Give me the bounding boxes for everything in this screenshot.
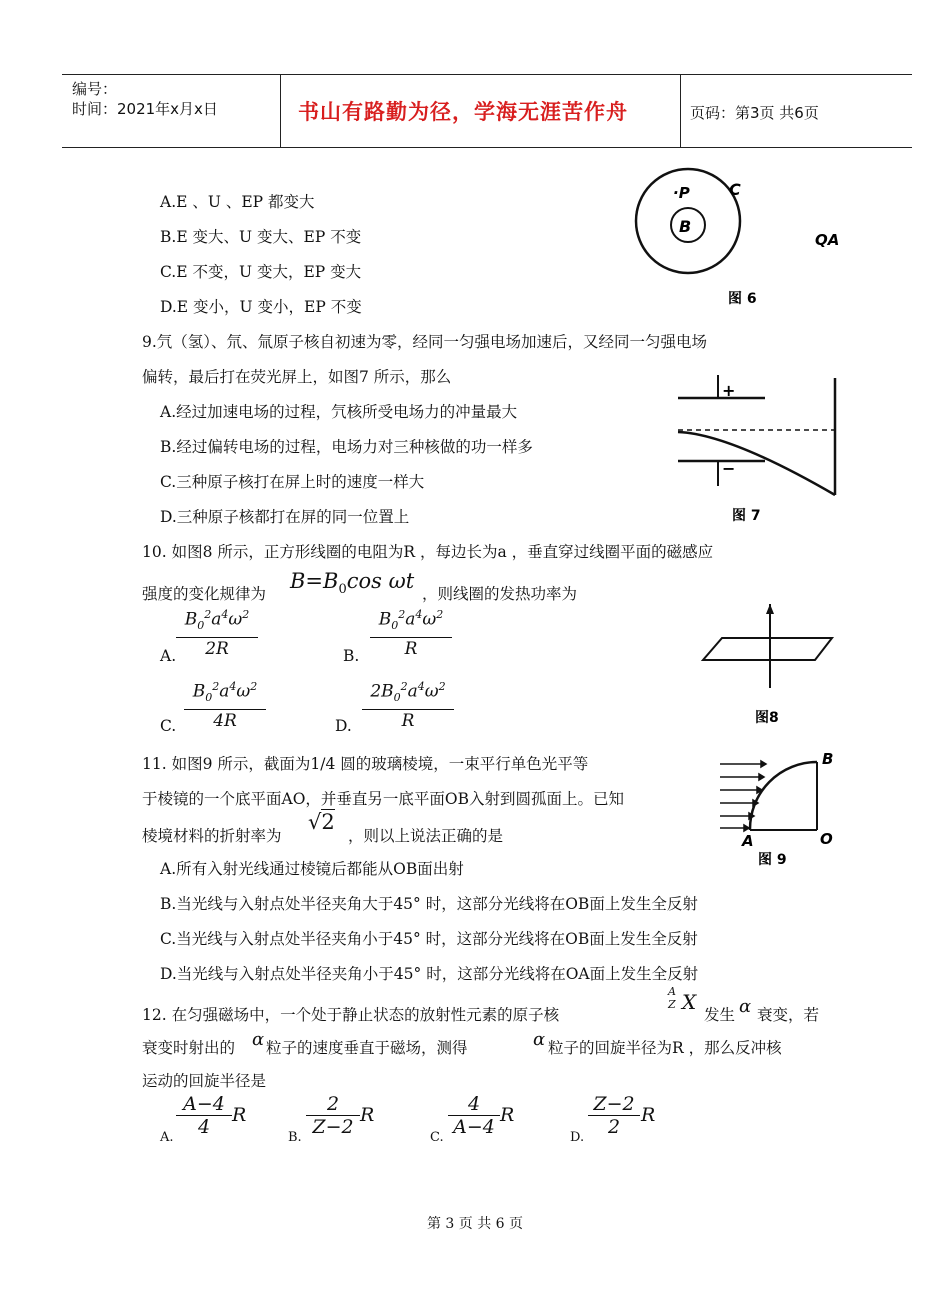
q12-option-a-fraction: $\frac{A-4}{4}$ <box>176 1093 232 1138</box>
q12-line-2c: 粒子的回旋半径为R ，那么反冲核 <box>548 1039 782 1057</box>
fig6-caption: 图 6 <box>728 291 757 307</box>
q12-option-a-label: A. <box>160 1130 174 1145</box>
q11-line-3b: ，则以上说法正确的是 <box>348 827 504 845</box>
q10-option-d-label: D. <box>335 717 352 735</box>
q12-line-1a: 12. 在匀强磁场中，一个处于静止状态的放射性元素的原子核 <box>142 1006 560 1024</box>
q12-alpha-3: α <box>533 1029 546 1050</box>
q9-option-d: D.三种原子核都打在屏的同一位置上 <box>160 508 410 526</box>
fig6-label-qa: QA <box>815 231 840 249</box>
fig6-label-p: ·P <box>673 184 690 202</box>
q12-option-c-r: R <box>500 1104 515 1126</box>
q12-line-2b: 粒子的速度垂直于磁场，测得 <box>266 1039 468 1057</box>
figure-7 <box>670 370 850 530</box>
q8-option-b: B.E 变大、U 变大、EP 不变 <box>160 228 362 246</box>
q8-option-c: C.E 不变，U 变大，EP 变大 <box>160 263 362 281</box>
q12-line-1c: 衰变，若 <box>757 1006 820 1024</box>
q9-line-1: 9.氕（氢）、氘、氚原子核自初速为零，经同一匀强电场加速后，又经同一匀强电场 <box>142 333 708 351</box>
q10-line-1: 10. 如图8 所示，正方形线圈的电阻为R ，每边长为a ，垂直穿过线圈平面的磁感应 <box>142 543 714 561</box>
q12-nucleus-charge: Z <box>668 998 676 1011</box>
q12-alpha-2: α <box>252 1029 265 1050</box>
fig8-caption: 图8 <box>755 710 779 726</box>
q12-option-b-label: B. <box>288 1130 302 1145</box>
q10-line-2a: 强度的变化规律为 <box>142 585 267 603</box>
q10-option-d-fraction: $\frac{2B_0^2a^4\omega^2}{R}$ <box>362 676 454 732</box>
time-label: 时间：2021年x月x日 <box>72 100 218 118</box>
fig9-caption: 图 9 <box>758 852 787 868</box>
q11-line-3a: 棱境材料的折射率为 <box>142 827 282 845</box>
q10-line-2b: ，则线圈的发热功率为 <box>422 585 578 603</box>
q9-option-b: B.经过偏转电场的过程，电场力对三种核做的功一样多 <box>160 438 533 456</box>
q12-option-d-fraction: $\frac{Z-2}{2}$ <box>588 1093 640 1138</box>
q11-option-d: D.当光线与入射点处半径夹角小于45° 时，这部分光线将在OA面上发生全反射 <box>160 965 699 983</box>
q8-option-d: D.E 变小，U 变小，EP 不变 <box>160 298 362 316</box>
q12-option-a-r: R <box>232 1104 247 1126</box>
q11-option-c: C.当光线与入射点处半径夹角小于45° 时，这部分光线将在OB面上发生全反射 <box>160 930 698 948</box>
q12-line-3: 运动的回旋半径是 <box>142 1072 267 1090</box>
q12-option-b-fraction: $\frac{2}{Z-2}$ <box>306 1093 360 1138</box>
header-bottom-rule <box>62 147 912 148</box>
q12-option-c-label: C. <box>430 1130 444 1145</box>
page-info: 页码：第3页 共6页 <box>690 104 819 122</box>
q9-line-2: 偏转，最后打在荧光屏上，如图7 所示，那么 <box>142 368 452 386</box>
q12-option-c-fraction: $\frac{4}{A-4}$ <box>448 1093 500 1138</box>
header-motto: 书山有路勤为径，学海无涯苦作舟 <box>298 100 628 124</box>
fig9-label-o: O <box>820 830 833 848</box>
q11-line-2: 于棱镜的一个底平面AO，并垂直另一底平面OB入射到圆孤面上。已知 <box>142 790 625 808</box>
figure-6 <box>625 165 865 310</box>
q11-line-1: 11. 如图9 所示，截面为1/4 圆的玻璃棱境，一束平行单色光平等 <box>142 755 589 773</box>
fig6-label-b: B <box>679 217 692 236</box>
figure-8 <box>700 600 840 730</box>
q12-line-2a: 衰变时射出的 <box>142 1039 236 1057</box>
q12-option-d-label: D. <box>570 1130 585 1145</box>
q10-option-c-label: C. <box>160 717 177 735</box>
q11-option-b: B.当光线与入射点处半径夹角大于45° 时，这部分光线将在OB面上发生全反射 <box>160 895 698 913</box>
q12-nucleus-mass: A <box>668 985 676 998</box>
q11-sqrt: √2 <box>308 810 335 834</box>
fig9-label-b: B <box>822 750 834 768</box>
fig7-caption: 图 7 <box>732 508 761 524</box>
fig9-label-a: A <box>742 832 754 850</box>
q8-option-a: A.E 、U 、EP 都变大 <box>160 193 315 211</box>
q12-option-d-r: R <box>641 1104 656 1126</box>
header-top-rule <box>62 74 912 75</box>
q10-option-c-fraction: $\frac{B_0^2a^4\omega^2}{4R}$ <box>184 676 266 732</box>
q11-option-a: A.所有入射光线通过棱镜后都能从OB面出射 <box>160 860 464 878</box>
q10-option-a-label: A. <box>160 647 177 665</box>
q10-option-b-fraction: $\frac{B_0^2a^4\omega^2}{R}$ <box>370 604 452 660</box>
q12-line-1b: 发生 <box>704 1006 736 1024</box>
q12-alpha-1: α <box>739 996 752 1017</box>
header-divider <box>280 74 281 147</box>
q10-option-b-label: B. <box>343 647 360 665</box>
page-footer: 第 3 页 共 6 页 <box>426 1216 524 1232</box>
header-divider <box>680 74 681 147</box>
q12-option-b-r: R <box>360 1104 375 1126</box>
figure-9 <box>718 748 843 873</box>
q9-option-a: A.经过加速电场的过程，氕核所受电场力的冲量最大 <box>160 403 518 421</box>
q12-nucleus-symbol: X <box>682 990 697 1014</box>
fig6-label-c: C <box>729 180 741 199</box>
number-label: 编号： <box>72 80 118 98</box>
q10-option-a-fraction: $\frac{B_0^2a^4\omega^2}{2R}$ <box>176 604 258 660</box>
q10-formula: $B=B_0\cos$ ωt <box>290 569 415 598</box>
fig7-plus: + <box>722 381 736 400</box>
q9-option-c: C.三种原子核打在屏上时的速度一样大 <box>160 473 425 491</box>
fig7-minus: − <box>722 459 736 478</box>
